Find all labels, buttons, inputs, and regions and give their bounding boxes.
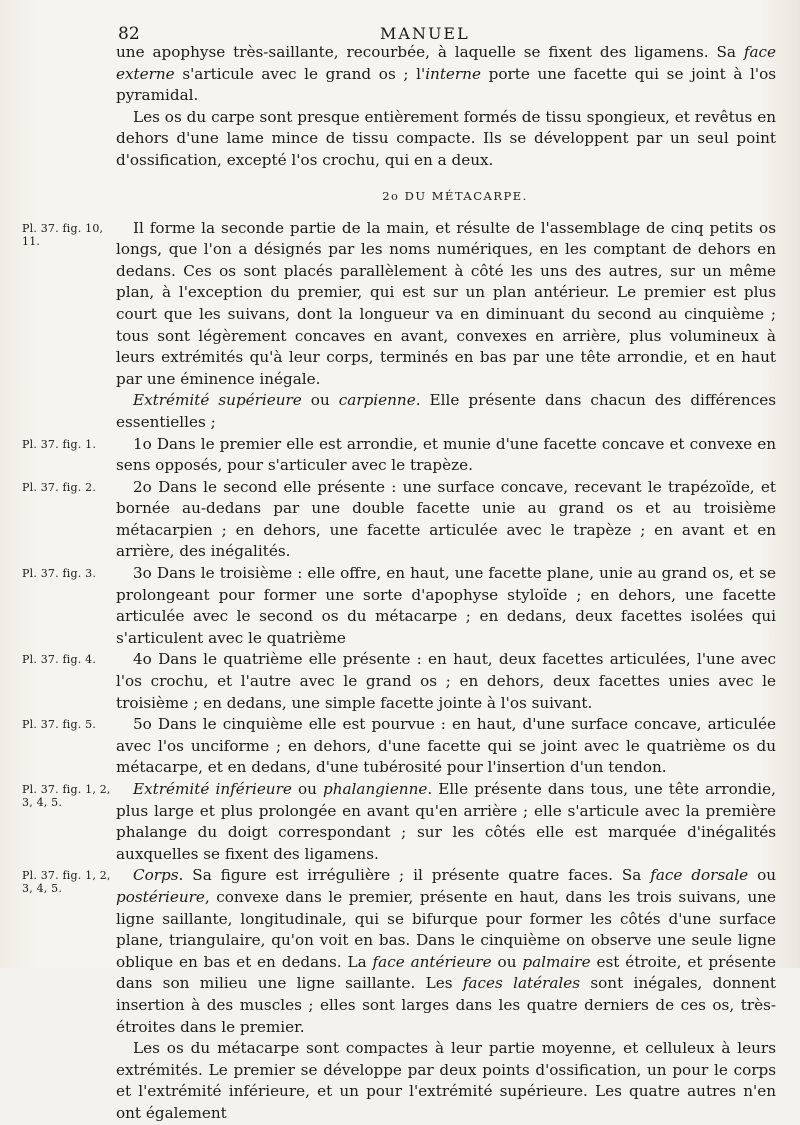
paragraph-text: 5o Dans le cinquième elle est pourvue : en haut, d'une surface concave, articulée avec l'os unciforme ; en dehors, d'une facette qui se joint avec le quatrième os du métacarpe, et en dedans, d'une tubérosité pour l'insertion d'un tendon. bbox=[116, 715, 776, 777]
paragraph-10 bbox=[0, 779, 800, 865]
paragraph-4 bbox=[0, 390, 800, 433]
italic-term: face antérieure bbox=[372, 952, 492, 971]
italic-term: carpienne bbox=[338, 391, 416, 410]
paragraph-text: Les os du métacarpe sont compactes à leur partie moyenne, et celluleux à leurs extrémités. Le premier se développe par deux points d'ossification, un pour le corps et l'extrémité inférieure, et un pour l'extrémité supérieure. Les quatre autres n'en ont également bbox=[116, 1039, 776, 1122]
margin-note: Pl. 37. fig. 2. bbox=[22, 480, 97, 494]
text-run: ou bbox=[301, 391, 339, 410]
paragraph-9 bbox=[0, 714, 800, 779]
paragraph-text: 2o Dans le second elle présente : une surface concave, recevant le trapézoïde, et bornée au-dedans par une double facette unie au grand os et au troisième métacarpien ; en dehors, une facette articulée avec le trapèze ; en avant et en arrière, des inégalités. bbox=[116, 477, 776, 561]
paragraph-12 bbox=[0, 1038, 800, 1124]
paragraph-text: Il forme la seconde partie de la main, et résulte de l'assemblage de cinq petits os longs, que l'on a désignés par les noms numériques, en les comptant de dehors en dedans. Ces os sont placés parallèlement à côté les uns des autres, sur un même plan, à l'exception du premier, qui est sur un plan antérieur. Le premier est plus court que les suivans, dont la longueur va en diminuant du second au cinquième ; tous sont légèrement concaves en avant, convexes en arrière, plus volumineux à leurs extrémités qu'à leur corps, terminés en bas par une tête arrondie, et en haut par une éminence inégale. bbox=[116, 218, 776, 388]
running-head: MANUEL bbox=[380, 24, 470, 43]
margin-note: Pl. 37. fig. 1, 2, 3, 4, 5. bbox=[22, 783, 111, 809]
margin-note: Pl. 37. fig. 4. bbox=[22, 653, 97, 667]
margin-note: Pl. 37. fig. 5. bbox=[22, 718, 97, 732]
paragraph-7 bbox=[0, 563, 800, 649]
italic-term: postérieure bbox=[116, 887, 205, 906]
text-run: , convexe dans le premier, présente en haut, dans les trois suivans, une ligne saillante, longitudinale, qui se bifurque pour former les côtés d'une surface plane, triangulaire, qu'on voit en bas. Dans le cinquième on observe une seule ligne oblique en bas et en dedans. La bbox=[116, 887, 776, 971]
page-number: 82 bbox=[118, 24, 140, 44]
italic-term: phalangienne bbox=[322, 780, 428, 798]
italic-term: face externe bbox=[116, 43, 776, 83]
margin-note: Pl. 37. fig. 10, 11. bbox=[22, 221, 104, 248]
margin-note: Pl. 37. fig. 1. bbox=[22, 437, 97, 451]
italic-term: Extrémité inférieure bbox=[133, 780, 292, 798]
paragraph-8 bbox=[0, 649, 800, 714]
italic-term: interne bbox=[425, 64, 481, 83]
paragraph-5 bbox=[0, 434, 800, 477]
margin-note: Pl. 37. fig. 1, 2, 3, 4, 5. bbox=[22, 869, 111, 896]
italic-term: Extrémité supérieure bbox=[133, 391, 302, 410]
section-title: 2o DU MÉTACARPE. bbox=[382, 188, 528, 203]
text-run: s'articule avec le grand os ; l' bbox=[174, 64, 426, 83]
text-run: une apophyse très-saillante, recourbée, à laquelle se fixent des ligamens. Sa bbox=[116, 43, 744, 61]
margin-note: Pl. 37. fig. 3. bbox=[22, 567, 97, 581]
paragraph-11 bbox=[0, 865, 800, 1038]
paragraph-text: 3o Dans le troisième : elle offre, en haut, une facette plane, unie au grand os, et se prolongeant pour former une sorte d'apophyse styloïde ; en dehors, une facette articulée avec le second os du métacarpe ; en dedans, deux facettes isolées qui s'articulent avec le quatrième bbox=[116, 564, 776, 647]
paragraph-text: 4o Dans le quatrième elle présente : en haut, deux facettes articulées, l'une avec l'os crochu, et l'autre avec le grand os ; en dehors, deux facettes unies avec le troisième ; en dedans, une simple facette jointe à l'os suivant. bbox=[116, 650, 776, 712]
text-run: . Elle présente dans chacun des différences essentielles ; bbox=[116, 391, 776, 431]
page-body bbox=[0, 42, 800, 1125]
paragraph-3 bbox=[0, 218, 800, 391]
text-run: est étroite, et présente dans son milieu une ligne saillante. Les bbox=[116, 952, 776, 993]
paragraph-text: 1o Dans le premier elle est arrondie, et munie d'une facette concave et convexe en sens opposés, pour s'articuler avec le trapèze. bbox=[116, 434, 776, 475]
paragraph-1 bbox=[0, 42, 800, 107]
text-run: . Sa figure est irrégulière ; il présente quatre faces. Sa bbox=[178, 866, 651, 885]
text-run: ou bbox=[748, 866, 776, 885]
text-run: sont inégales, donnent insertion à des muscles ; elles sont larges dans les quatre derniers de ces os, très-étroites dans le premier. bbox=[116, 974, 776, 1036]
paragraph-6 bbox=[0, 477, 800, 563]
text-run: porte une facette qui se joint à l'os pyramidal. bbox=[116, 64, 777, 105]
text-run: ou bbox=[491, 952, 523, 971]
text-run: ou bbox=[291, 780, 323, 798]
text-run: . Elle présente dans tous, une tête arrondie, plus large et plus prolongée en avant qu'en arrière ; elle s'articule avec la première phalange du doigt correspondant ; sur les côtés elle est marquée d'inégalités auxquelles se fixent des ligamens. bbox=[116, 780, 776, 863]
paragraph-text: Les os du carpe sont presque entièrement formés de tissu spongieux, et revêtus en dehors d'une lame mince de tissu compacte. Ils se développent par un seul point d'ossification, excepté l'os crochu, qui en a deux. bbox=[116, 107, 776, 169]
italic-term: Corps bbox=[133, 866, 179, 885]
italic-term: palmaire bbox=[522, 952, 591, 971]
italic-term: faces latérales bbox=[462, 974, 581, 993]
paragraph-2 bbox=[0, 107, 800, 172]
italic-term: face dorsale bbox=[650, 866, 749, 885]
